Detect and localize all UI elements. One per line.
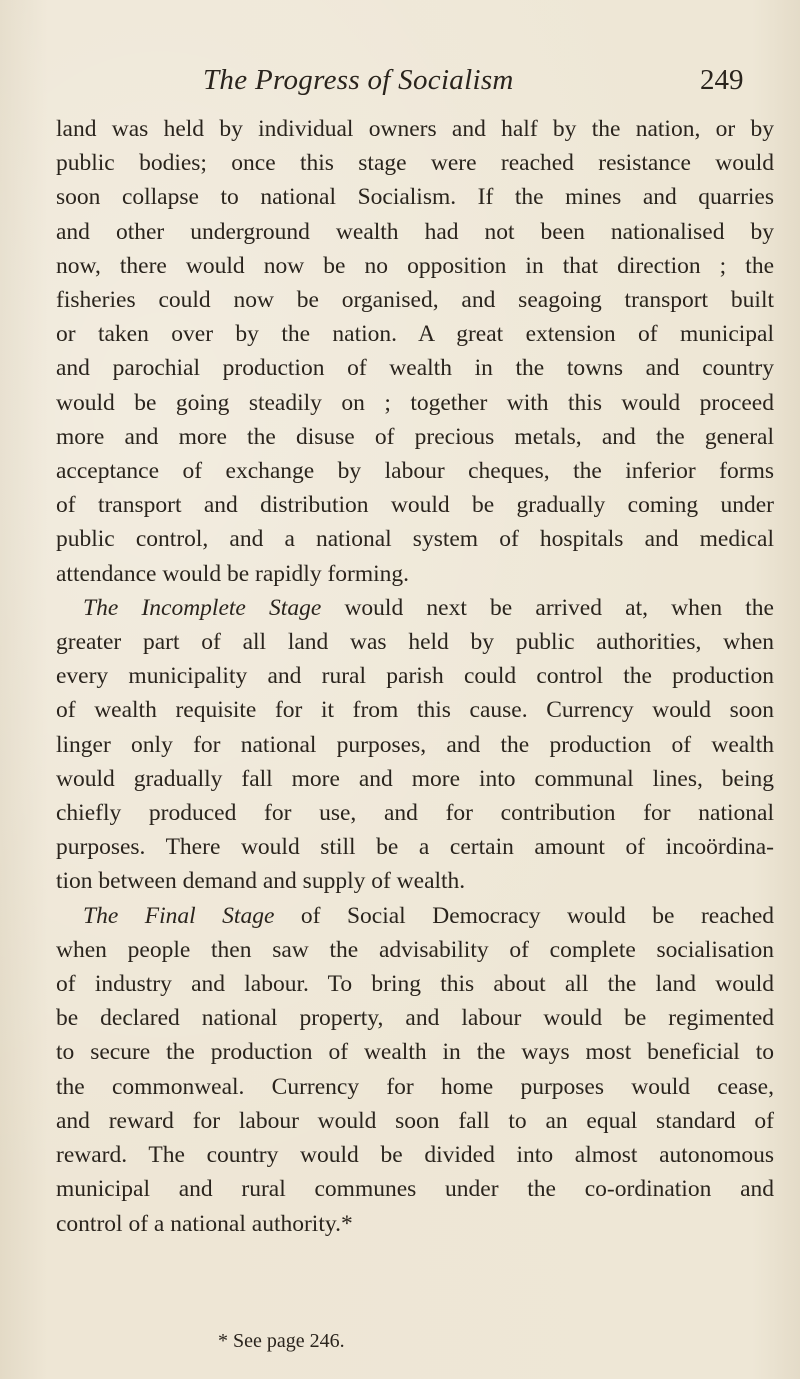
page-number: 249 (700, 64, 744, 96)
text-line: land was held by individual owners and half by the nation, or by (56, 116, 774, 142)
text-line: purposes. There would still be a certain amount of incoördina- (56, 834, 774, 861)
text-line: linger only for national purposes, and the production of wealth (56, 731, 774, 758)
text-line: or taken over by the nation. A great extension of municipal (56, 321, 774, 348)
stage-heading-final: The Final Stage (83, 902, 275, 929)
text-line: municipal and rural communes under the co-ordination and (56, 1176, 774, 1203)
page-header (0, 64, 800, 104)
text-line: and other underground wealth had not been nationalised by (56, 218, 774, 245)
text-line: would be going steadily on ; together with this would proceed (56, 389, 774, 416)
text-line: chiefly produced for use, and for contribution for national (56, 800, 774, 827)
paragraph-start-line (56, 591, 774, 625)
text-line: of transport and distribution would be gradually coming under (56, 492, 774, 519)
text-line: the commonweal. Currency for home purposes would cease, (56, 1073, 774, 1100)
text-line: be declared national property, and labour would be regimented (56, 1005, 774, 1032)
text-line: public bodies; once this stage were reached resistance would (56, 150, 774, 177)
text-line: more and more the disuse of precious metals, and the general (56, 423, 774, 450)
text-line: greater part of all land was held by public authorities, when (56, 629, 774, 656)
text-line: now, there would now be no opposition in that direction ; the (56, 252, 774, 279)
text-line: when people then saw the advisability of complete socialisation (56, 936, 774, 963)
text-line: reward. The country would be divided into almost autonomous (56, 1142, 774, 1169)
footnote: * See page 246. (218, 1330, 345, 1352)
text-line: tion between demand and supply of wealth. (56, 868, 466, 895)
text-line: of wealth requisite for it from this cause. Currency would soon (56, 697, 774, 724)
stage-heading-incomplete: The Incomplete Stage (83, 594, 322, 621)
text-line: attendance would be rapidly forming. (56, 560, 410, 587)
text-line: soon collapse to national Socialism. If the mines and quarries (56, 184, 774, 211)
text-line: acceptance of exchange by labour cheques, the inferior forms (56, 458, 774, 485)
body-text (56, 112, 774, 1241)
text-line: fisheries could now be organised, and seagoing transport built (56, 287, 774, 314)
running-title: The Progress of Socialism (203, 64, 514, 96)
text-line: to secure the production of wealth in the ways most beneficial to (56, 1039, 774, 1066)
text-line: every municipality and rural parish could control the production (56, 663, 774, 690)
text-run: would next be arrived at, when the (321, 594, 774, 621)
text-line: and parochial production of wealth in the towns and country (56, 355, 774, 382)
text-run: of Social Democracy would be reached (274, 902, 775, 929)
text-line: of industry and labour. To bring this about all the land would (56, 971, 774, 998)
text-line: would gradually fall more and more into communal lines, being (56, 765, 774, 792)
paragraph-start-line (56, 899, 774, 933)
text-line: public control, and a national system of hospitals and medical (56, 526, 774, 553)
text-line: and reward for labour would soon fall to an equal standard of (56, 1107, 774, 1134)
text-line: control of a national authority.* (56, 1210, 353, 1237)
